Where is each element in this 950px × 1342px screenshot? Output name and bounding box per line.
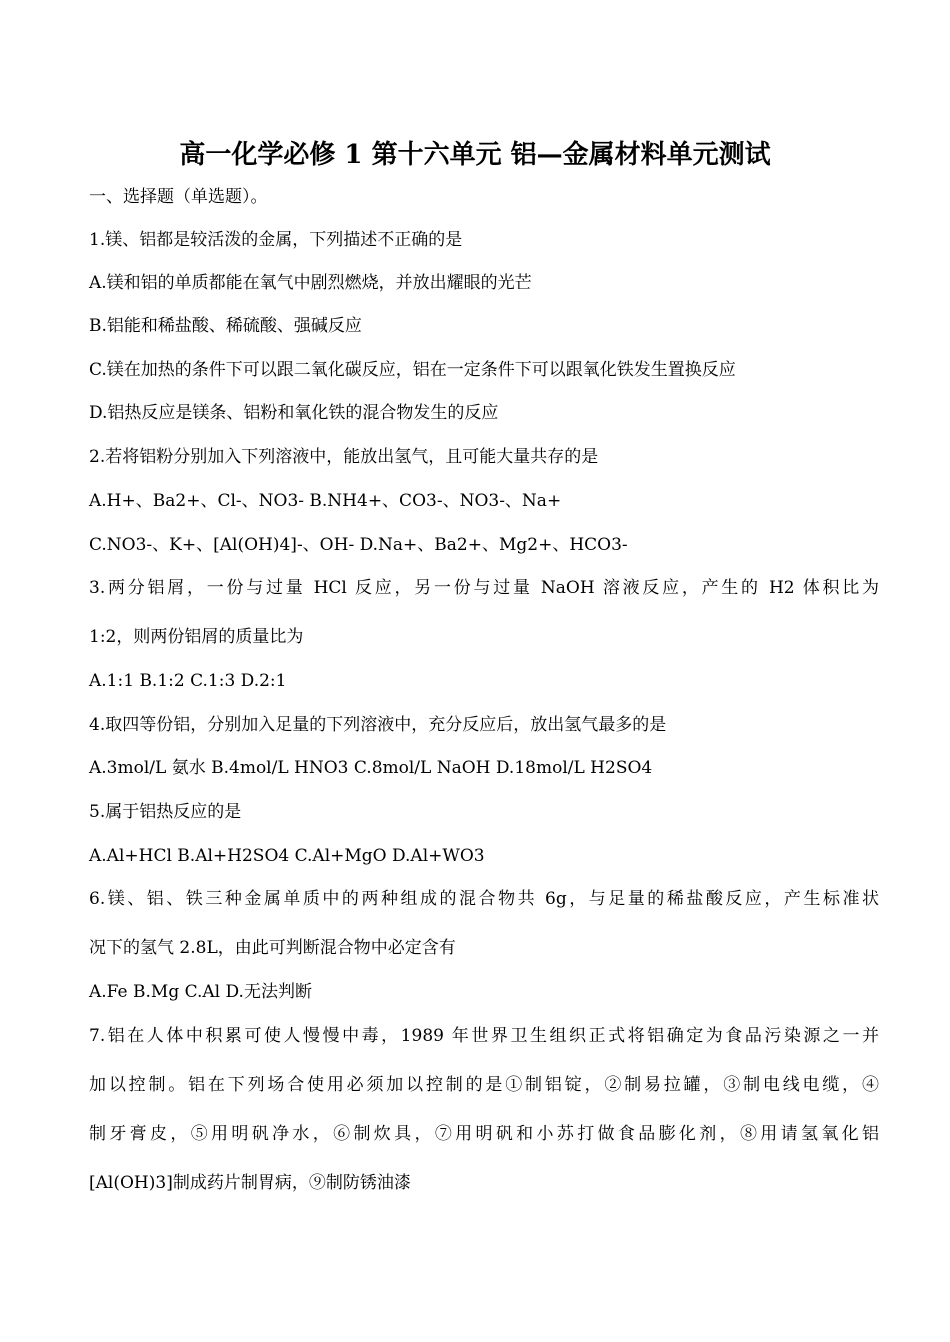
question-6-line-1: 6.镁、铝、铁三种金属单质中的两种组成的混合物共 6g，与足量的稀盐酸反应，产生标准状 xyxy=(89,889,879,909)
question-2-options-cd: C.NO3-、K+、[Al(OH)4]-、OH- D.Na+、Ba2+、Mg2+、HCO3- xyxy=(89,535,628,555)
question-1-option-d: D.铝热反应是镁条、铝粉和氧化铁的混合物发生的反应 xyxy=(89,403,499,423)
question-6-options: A.Fe B.Mg C.Al D.无法判断 xyxy=(89,982,312,1002)
question-1-option-c: C.镁在加热的条件下可以跟二氧化碳反应，铝在一定条件下可以跟氧化铁发生置换反应 xyxy=(89,360,736,380)
question-1-option-b: B.铝能和稀盐酸、稀硫酸、强碱反应 xyxy=(89,316,362,336)
section-heading: 一、选择题（单选题）。 xyxy=(89,187,268,207)
question-1: 1.镁、铝都是较活泼的金属，下列描述不正确的是 xyxy=(89,230,463,250)
question-2-options-ab: A.H+、Ba2+、Cl-、NO3- B.NH4+、CO3-、NO3-、Na+ xyxy=(89,491,562,511)
question-5: 5.属于铝热反应的是 xyxy=(89,802,242,822)
question-6-line-2: 况下的氢气 2.8L，由此可判断混合物中必定含有 xyxy=(89,938,456,958)
question-4-options: A.3mol/L 氨水 B.4mol/L HNO3 C.8mol/L NaOH D.18mol/L H2SO4 xyxy=(89,758,653,778)
question-4: 4.取四等份铝，分别加入足量的下列溶液中，充分反应后，放出氢气最多的是 xyxy=(89,715,667,735)
question-7-line-4: [Al(OH)3]制成药片制胃病，⑨制防锈油漆 xyxy=(89,1173,411,1193)
question-3-line-2: 1:2，则两份铝屑的质量比为 xyxy=(89,627,304,647)
question-7-line-3: 制牙膏皮，⑤用明矾净水，⑥制炊具，⑦用明矾和小苏打做食品膨化剂，⑧用请氢氧化铝 xyxy=(89,1124,879,1144)
question-7-line-1: 7.铝在人体中积累可使人慢慢中毒，1989 年世界卫生组织正式将铝确定为食品污染源之一并 xyxy=(89,1026,879,1046)
question-5-options: A.Al+HCl B.Al+H2SO4 C.Al+MgO D.Al+WO3 xyxy=(89,846,485,866)
question-7-line-2: 加以控制。铝在下列场合使用必须加以控制的是①制铝锭，②制易拉罐，③制电线电缆，④ xyxy=(89,1075,879,1095)
question-3-options: A.1:1 B.1:2 C.1:3 D.2:1 xyxy=(89,671,287,691)
document-title: 高一化学必修 1 第十六单元 铝—金属材料单元测试 xyxy=(179,140,771,170)
question-1-option-a: A.镁和铝的单质都能在氧气中剧烈燃烧，并放出耀眼的光芒 xyxy=(89,273,532,293)
question-3-line-1: 3.两分铝屑，一份与过量 HCl 反应，另一份与过量 NaOH 溶液反应，产生的 H2 体积比为 xyxy=(89,578,879,598)
question-2: 2.若将铝粉分别加入下列溶液中，能放出氢气，且可能大量共存的是 xyxy=(89,447,599,467)
